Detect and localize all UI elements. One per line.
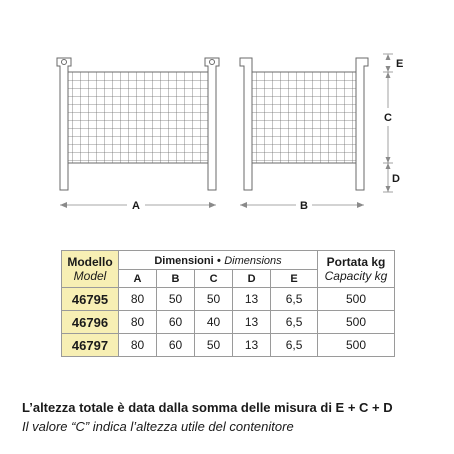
model-code: 46796: [62, 311, 119, 334]
total-height-note: L’altezza totale è data dalla somma delle misura di E + C + D: [22, 400, 393, 415]
cell-b: 50: [157, 288, 195, 311]
cell-a: 80: [119, 334, 157, 357]
cell-a: 80: [119, 288, 157, 311]
column-header-a: A: [119, 270, 157, 288]
cell-a: 80: [119, 311, 157, 334]
model-code: 46795: [62, 288, 119, 311]
dimension-e-label: E: [396, 58, 404, 70]
front-view: [57, 58, 219, 190]
dimension-d-arrow-top: [386, 163, 391, 169]
dimension-d-arrow-bottom: [386, 186, 391, 192]
cell-capacity: 500: [318, 334, 395, 357]
dimensions-header-cell: [119, 251, 318, 270]
dimension-c-label: C: [384, 112, 392, 124]
dimensions-header: Dimensioni: [154, 255, 214, 267]
cell-e: 6,5: [271, 311, 318, 334]
table-row: [62, 288, 395, 311]
front-view-mesh-panel: [68, 72, 208, 163]
capacity-header: Portata kg: [326, 255, 386, 269]
cell-c: 40: [195, 311, 233, 334]
model-header-cell: [62, 251, 119, 288]
dimension-c-arrow-bottom: [386, 157, 391, 163]
dimensions-header-en: Dimensions: [224, 255, 282, 267]
cell-b: 60: [157, 311, 195, 334]
side-view-mesh-panel: [252, 72, 356, 163]
cell-capacity: 500: [318, 288, 395, 311]
table-header: [62, 251, 395, 288]
model-header: Modello: [67, 255, 113, 269]
column-header-c: C: [195, 270, 233, 288]
side-view-right-post: [356, 58, 368, 190]
dimension-e-arrow-bottom: [386, 66, 391, 72]
side-view: [240, 58, 368, 190]
model-code: 46797: [62, 334, 119, 357]
specifications-table: [61, 250, 395, 357]
model-header-en: Model: [73, 269, 107, 283]
dimensions-bullet: •: [216, 255, 221, 267]
cell-e: 6,5: [271, 334, 318, 357]
dimension-e-arrow-top: [386, 54, 391, 60]
cell-d: 13: [233, 288, 271, 311]
table-row: [62, 334, 395, 357]
dimension-c-arrow-top: [386, 72, 391, 78]
cell-d: 13: [233, 334, 271, 357]
cell-capacity: 500: [318, 311, 395, 334]
column-header-b: B: [157, 270, 195, 288]
capacity-header-en: Capacity kg: [324, 269, 388, 283]
useful-height-note: Il valore “C” indica l’altezza utile del contenitore: [22, 419, 294, 434]
capacity-header-cell: [318, 251, 395, 288]
dimension-d-label: D: [392, 173, 400, 185]
dimension-a-label: A: [132, 200, 140, 212]
table-row: [62, 311, 395, 334]
cell-c: 50: [195, 334, 233, 357]
column-header-e: E: [271, 270, 318, 288]
cell-d: 13: [233, 311, 271, 334]
column-header-d: D: [233, 270, 271, 288]
cell-c: 50: [195, 288, 233, 311]
side-view-left-post: [240, 58, 252, 190]
cell-b: 60: [157, 334, 195, 357]
dimension-b-label: B: [300, 200, 308, 212]
cell-e: 6,5: [271, 288, 318, 311]
